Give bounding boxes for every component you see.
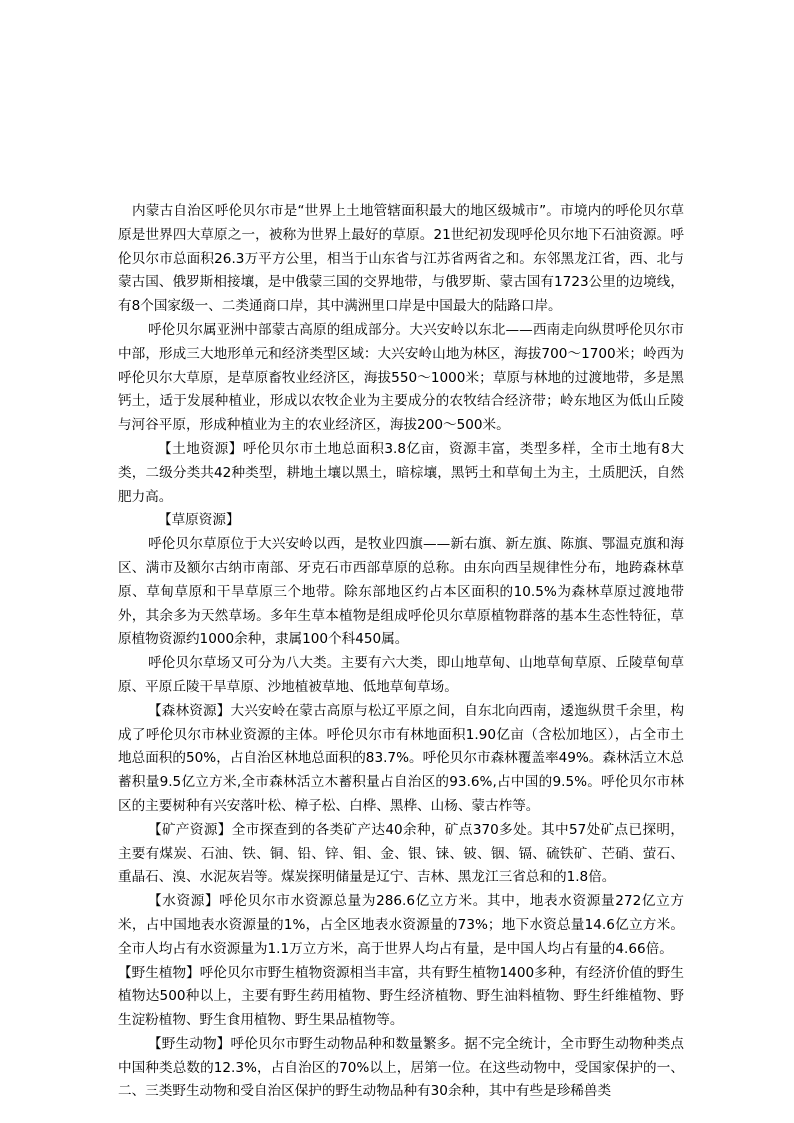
paragraph-forest-resources: 【森林资源】大兴安岭在蒙古高原与松辽平原之间，自东北向西南，逶迤纵贯千余里，构成了呼伦贝尔市林业资源的主体。呼伦贝尔市有林地面积1.90亿亩（含松加地区），占全市土地总面积的50%，占自治区林地总面积的83.7%。呼伦贝尔市森林覆盖率49%。森林活立木总蓄积量9.5亿立方米,全市森林活立木蓄积量占自治区的93.6%,占中国的9.5%。呼伦贝尔市林区的主要树种有兴安落叶松、樟子松、白桦、黑桦、山杨、蒙古柞等。 <box>118 702 684 814</box>
paragraph-water-resources: 【水资源】呼伦贝尔市水资源总量为286.6亿立方米。其中，地表水资源量272亿立方米，占中国地表水资源量的1%，占全区地表水资源量的73%；地下水资总量14.6亿立方米。全市人均占有水资源量为1.1万立方米，高于世界人均占有量，是中国人均占有量的4.66倍。 <box>118 893 684 957</box>
paragraph-wild-plants: 【野生植物】呼伦贝尔市野生植物资源相当丰富，共有野生植物1400多种，有经济价值的野生植物达500种以上，主要有野生药用植物、野生经济植物、野生油料植物、野生纤维植物、野生淀粉植物、野生食用植物、野生果品植物等。 <box>118 964 684 1029</box>
paragraph-grassland-types: 呼伦贝尔草场又可分为八大类。主要有六大类，即山地草甸、山地草甸草原、丘陵草甸草原、平原丘陵干旱草原、沙地植被草地、低地草甸草场。 <box>118 655 684 695</box>
paragraph-mineral-resources: 【矿产资源】全市探查到的各类矿产达40余种，矿点370多处。其中57处矿点已探明，主要有煤炭、石油、铁、铜、铅、锌、钼、金、银、铼、铍、铟、镉、硫铁矿、芒硝、萤石、重晶石、溴、水泥灰岩等。煤炭探明储量是辽宁、吉林、黑龙江三省总和的1.8倍。 <box>118 821 684 886</box>
paragraph-land-resources: 【土地资源】呼伦贝尔市土地总面积3.8亿亩，资源丰富，类型多样，全市土地有8大类，二级分类共42种类型，耕地土壤以黑土，暗棕壤，黑钙土和草甸土为主，土质肥沃，自然肥力高。 <box>118 440 684 505</box>
paragraph-geography: 呼伦贝尔属亚洲中部蒙古高原的组成部分。大兴安岭以东北——西南走向纵贯呼伦贝尔市中部，形成三大地形单元和经济类型区域：大兴安岭山地为林区，海拔700～1700米；岭西为呼伦贝尔大草原，是草原畜牧业经济区，海拔550～1000米；草原与林地的过渡地带，多是黑钙土，适于发展种植业，形成以农牧企业为主要成分的农牧结合经济带；岭东地区为低山丘陵与河谷平原，形成种植业为主的农业经济区，海拔200～500米。 <box>118 321 684 434</box>
heading-grassland-resources: 【草原资源】 <box>158 512 240 529</box>
paragraph-grassland: 呼伦贝尔草原位于大兴安岭以西，是牧业四旗——新右旗、新左旗、陈旗、鄂温克旗和海区、满市及额尔古纳市南部、牙克石市西部草原的总称。由东向西呈规律性分布，地跨森林草原、草甸草原和干旱草原三个地带。除东部地区约占本区面积的10.5%为森林草原过渡地带外，其余多为天然草场。多年生草本植物是组成呼伦贝尔草原植物群落的基本生态性特征，草原植物资源约1000余种，隶属100个科450属。 <box>118 536 684 648</box>
paragraph-intro: 内蒙古自治区呼伦贝尔市是“世界上土地管辖面积最大的地区级城市”。市境内的呼伦贝尔草原是世界四大草原之一，被称为世界上最好的草原。21世纪初发现呼伦贝尔地下石油资源。呼伦贝尔市总面积26.3万平方公里，相当于山东省与江苏省两省之和。东邻黑龙江省，西、北与蒙古国、俄罗斯相接壤，是中俄蒙三国的交界地带，与俄罗斯、蒙古国有1723公里的边境线，有8个国家级一、二类通商口岸，其中满洲里口岸是中国最大的陆路口岸。 <box>118 203 684 315</box>
paragraph-wild-animals: 【野生动物】呼伦贝尔市野生动物品种和数量繁多。据不完全统计，全市野生动物种类点中国种类总数的12.3%，占自治区的70%以上，居第一位。在这些动物中，受国家保护的一、二、三类野生动物和受自治区保护的野生动物品种有30余种，其中有些是珍稀兽类 <box>118 1035 684 1100</box>
document-body <box>118 200 684 1104</box>
